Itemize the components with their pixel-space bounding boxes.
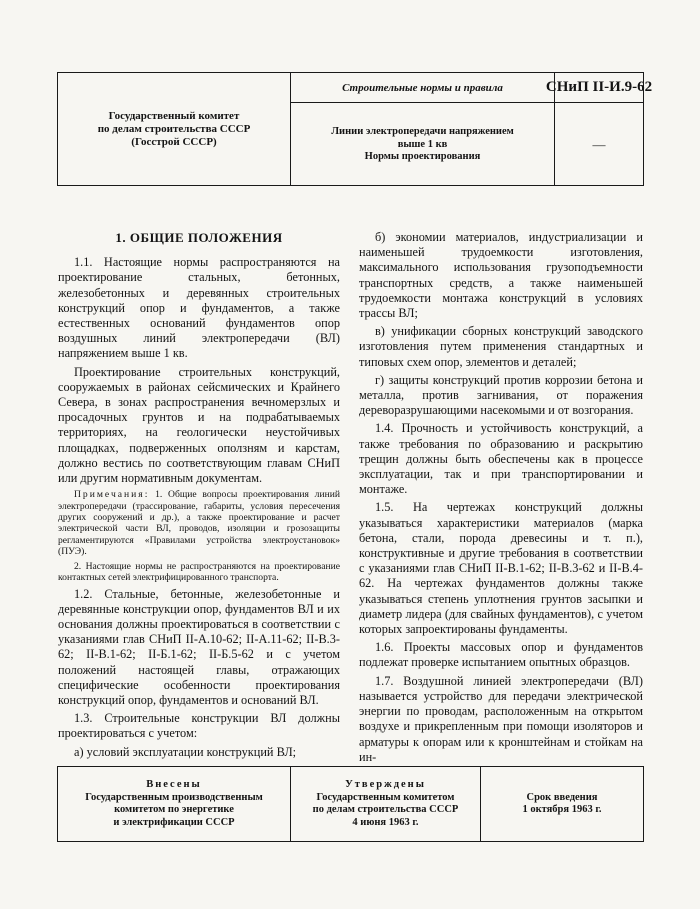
submitted-cell	[58, 767, 291, 841]
submitted-title: Внесены	[146, 779, 202, 790]
title-cell	[291, 73, 555, 185]
item-a: а) условий эксплуатации конструкций ВЛ;	[74, 744, 297, 759]
paragraph-1-3: 1.3. Строительные конструкции ВЛ должны проектироваться с учетом:	[58, 711, 340, 741]
paragraph-1-2: 1.2. Стальные, бетонные, железобетонные и деревянные конструкции опор, фундаментов ВЛ и их основания должны проектироваться в соответствии с указаниями глав СНиП II-А.10-62; II-А.11-62; II-В.3-62; II-В.1-62; II-Б.1-62; II-Б.5-62 и с учетом положений настоящей главы, отражающих специфические особенности проектирования конструкций опор, фундаментов и оснований ВЛ.	[58, 586, 340, 707]
replaces-field: —	[592, 137, 606, 152]
paragraph-1-1: 1.1. Настоящие нормы распространяются на проектирование стальных, бетонных, железобетонных и деревянных строительных конструкций опор и фундаментов, а также естественных оснований фундаментов опор воздушных линий электропередачи (ВЛ) напряжением выше 1 кв.	[58, 255, 340, 361]
effective-title: Срок введения	[526, 791, 598, 803]
document-code: СНиП II-И.9-62	[555, 73, 643, 103]
note-1-text: 1. Общие вопросы проектирования линий электропередачи (трассирование, габариты, условия пересечения других сооружений и др.), а также проектирование и расчет электрической части ВЛ, проводов, изоляции и грозозащиты регламентируются «Правилами устройства электроустановок» (ПУЭ).	[58, 489, 340, 558]
code-cell	[545, 73, 653, 185]
paragraph-design-conditions: Проектирование строительных конструкций, сооружаемых в районах сейсмических и Крайнего Севера, в зонах распространения вечномерзлых и просадочных грунтов и на подрабатываемых территориях, на геологически неустойчивых площадках, подверженных оползням и карстам, должно вестись по соответствующим главам СНиП или другим нормативным документам.	[58, 364, 340, 486]
right-column	[359, 230, 643, 768]
notes-label: Примечания:	[74, 489, 150, 501]
authority-cell	[58, 73, 291, 185]
paragraph-1-4: 1.4. Прочность и устойчивость конструкций, а также требования по образованию и раскрытию трещин должны быть обеспечены как в процессе эксплуатации, так и при транспортировании и монтаже.	[359, 421, 643, 497]
note-2: 2. Настоящие нормы не распространяются на проектирование контактных сетей электрифицированного транспорта.	[58, 560, 340, 584]
submitted-by: Государственным производственным комитетом по энергетике и электрификации СССР	[85, 791, 263, 828]
approved-title: Утверждены	[345, 779, 426, 790]
paragraph-1-7: 1.7. Воздушной линией электропередачи (ВЛ) называется устройство для передачи электрической энергии по проводам, расположенным на открытом воздухе и прикрепленным при помощи изоляторов и арматуры к опорам или к кронштейнам и стойкам на ин-	[359, 673, 643, 764]
effective-cell	[481, 767, 643, 841]
section-title: 1. ОБЩИЕ ПОЛОЖЕНИЯ	[115, 230, 283, 245]
effective-date: 1 октября 1963 г.	[522, 804, 602, 815]
paragraph-1-6: 1.6. Проекты массовых опор и фундаментов подлежат проверке испытанием опытных образцов.	[359, 640, 643, 670]
footer-table	[57, 766, 644, 842]
item-v: в) унификации сборных конструкций заводского изготовления путем применения стандартных и типовых схем опор, элементов и деталей;	[359, 324, 643, 369]
approved-cell	[291, 767, 481, 841]
left-column	[58, 230, 340, 763]
item-b: б) экономии материалов, индустриализации и наименьшей трудоемкости изготовления, максимального использования грузоподъемности транспортных средств, а также наименьшей трудоемкости монтажа конструкций в условиях трассы ВЛ;	[359, 230, 643, 321]
authority-text: Государственный комитет по делам строительства СССР (Госстрой СССР)	[97, 109, 251, 148]
paragraph-1-5: 1.5. На чертежах конструкций должны указываться характеристики материалов (марка бетона, стали, порода древесины и т. п.), конструктивные и другие требования в соответствии с указаниями глав СНиП II-В.1-62; II-В.3-62 и II-В.4-62. На чертежах фундаментов должны также указываться степень уплотнения грунтов засыпки и диаметр лидера (для свайных фундаментов), с учетом которых запроектированы фундаменты.	[359, 500, 643, 637]
item-g: г) защиты конструкций против коррозии бетона и металла, против загнивания, от поражения дереворазрушающими насекомыми и от возгорания.	[359, 372, 643, 418]
document-title: Линии электропередачи напряжением выше 1 кв Нормы проектирования	[331, 126, 514, 163]
series-label: Строительные нормы и правила	[291, 73, 554, 103]
header-table	[57, 72, 653, 186]
note-1	[58, 489, 340, 557]
approved-by: Государственным комитетом по делам строительства СССР 4 июня 1963 г.	[312, 791, 459, 828]
